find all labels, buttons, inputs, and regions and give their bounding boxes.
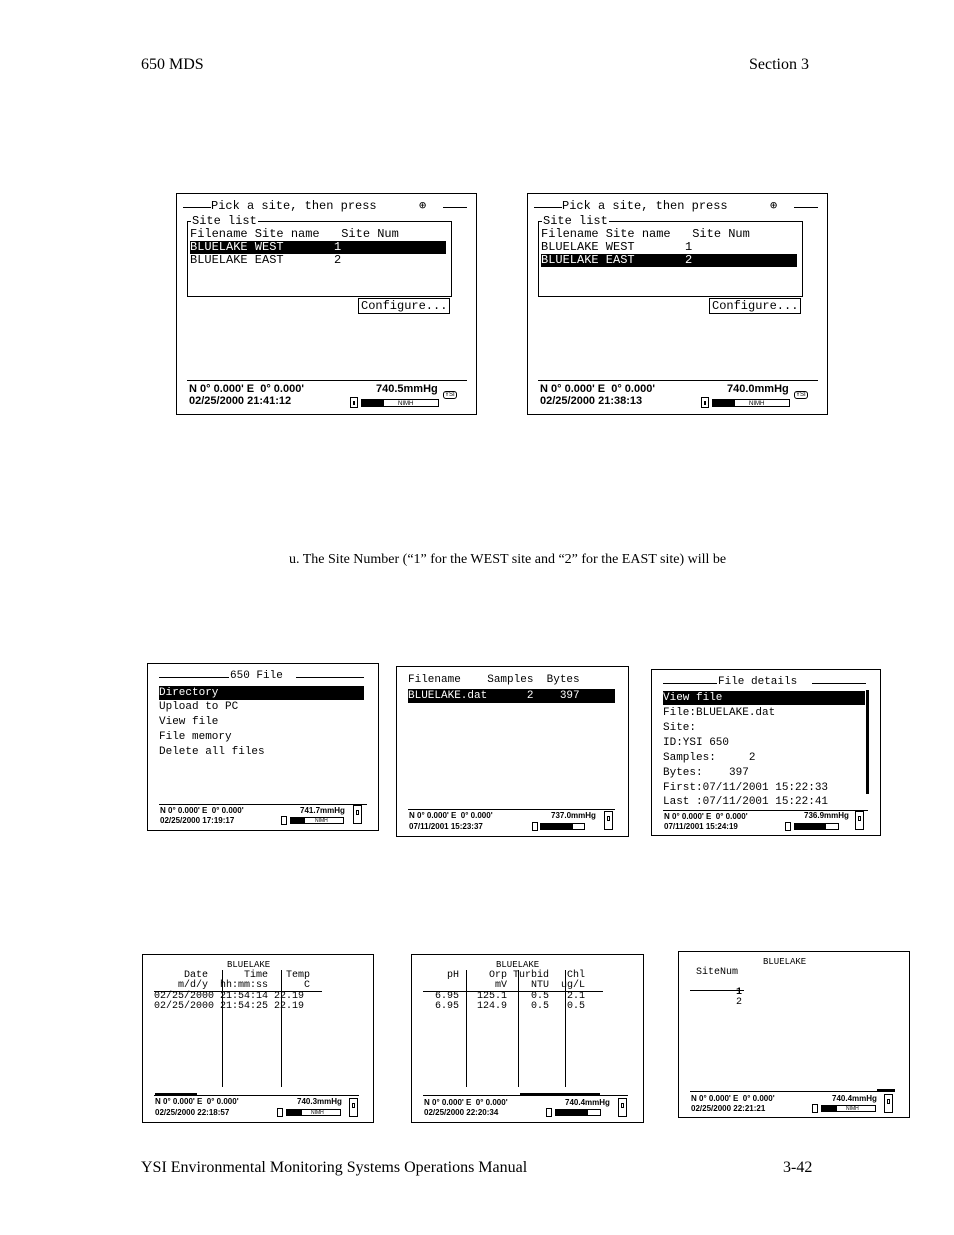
site-list-columns: Filename Site name Site Num: [541, 227, 750, 241]
site-list-label: Site list: [543, 214, 608, 228]
barometer-reading: 740.5mmHg: [376, 383, 438, 395]
screen-title: Pick a site, then press: [211, 199, 377, 213]
enter-key-icon: ⊕: [419, 199, 427, 213]
column-units: mV NTU ug/L: [423, 980, 586, 991]
battery-level-bar: NIMH: [286, 1109, 341, 1116]
sonde-icon: [884, 1094, 893, 1113]
barometer-reading: 740.4mmHg: [832, 1094, 877, 1103]
barometer-reading: 740.0mmHg: [727, 383, 789, 395]
screen-title: Pick a site, then press: [562, 199, 728, 213]
column-header-sitenum: SiteNum: [696, 967, 739, 978]
date-time: 02/25/2000 17:19:17: [160, 816, 235, 825]
battery-level-bar: NIMH: [361, 399, 439, 407]
file-title: BLUELAKE: [496, 960, 540, 970]
site-row-east[interactable]: BLUELAKE EAST 2: [541, 254, 797, 267]
detail-file: File:BLUELAKE.dat: [663, 707, 776, 719]
sonde-icon: [855, 811, 864, 830]
configure-button[interactable]: Configure...: [358, 298, 450, 314]
enter-key-icon: ⊕: [770, 199, 778, 213]
date-time: 07/11/2001 15:24:19: [664, 822, 738, 831]
detail-id: ID:YSI 650: [663, 737, 730, 749]
data-row: 02/25/2000 21:54:14 22.19: [154, 991, 305, 1002]
menu-item-view-file[interactable]: View file: [159, 716, 219, 728]
gps-coords: N 0° 0.000' E 0° 0.000': [155, 1097, 239, 1106]
sonde-icon: [604, 811, 613, 830]
battery-level-bar: NIMH: [712, 399, 790, 407]
screen-title: 650 File: [230, 670, 283, 682]
site-pick-screen-east: [527, 193, 828, 415]
data-row: 6.95 125.1 0.5 2.1: [423, 991, 586, 1002]
data-row: 6.95 124.9 0.5 0.5: [423, 1001, 586, 1012]
site-row-west[interactable]: BLUELAKE WEST 1: [541, 240, 693, 254]
directory-screen: [396, 666, 629, 837]
detail-last: Last :07/11/2001 15:22:41: [663, 796, 829, 808]
data-view-sitenum: [678, 951, 910, 1118]
gps-coords: N 0° 0.000' E 0° 0.000': [424, 1098, 508, 1107]
battery-icon: [532, 822, 538, 831]
sitenum-value: 1: [736, 987, 743, 998]
column-units: m/d/y hh:mm:ss C: [154, 980, 311, 991]
instruction-step-u: u. The Site Number (“1” for the WEST site and “2” for the EAST site) will be: [289, 552, 727, 567]
battery-icon: [546, 1108, 552, 1117]
battery-level-bar: [794, 823, 839, 830]
sonde-icon: [618, 1098, 627, 1117]
site-row-east[interactable]: BLUELAKE EAST 2: [190, 253, 342, 267]
menu-item-upload[interactable]: Upload to PC: [159, 701, 239, 713]
scrollbar[interactable]: [866, 690, 869, 794]
gps-coords: N 0° 0.000' E 0° 0.000': [409, 811, 493, 820]
barometer-reading: 737.0mmHg: [551, 811, 596, 820]
data-view-ph-orp-turbid-chl: [411, 954, 644, 1123]
site-pick-screen-west: [176, 193, 477, 415]
gps-coords: N 0° 0.000' E 0° 0.000': [691, 1094, 775, 1103]
page-footer-manual-title: YSI Environmental Monitoring Systems Operations Manual: [141, 1159, 528, 1176]
data-view-date-time-temp: [142, 954, 374, 1123]
battery-icon: [785, 822, 791, 831]
page-header-title: 650 MDS: [141, 56, 204, 73]
directory-header: Filename Samples Bytes: [408, 674, 580, 686]
battery-icon: [281, 816, 287, 825]
sonde-icon: [353, 805, 362, 824]
column-headers: pH Orp Turbid Chl: [423, 970, 586, 981]
screen-title: File details: [718, 676, 798, 688]
detail-first: First:07/11/2001 15:22:33: [663, 782, 829, 794]
ysi-logo-icon: YSI: [445, 392, 455, 398]
date-time: 02/25/2000 21:41:12: [189, 395, 292, 407]
battery-level-bar: NIMH: [821, 1105, 876, 1112]
date-time: 02/25/2000 22:18:57: [155, 1108, 230, 1117]
detail-site: Site:: [663, 722, 697, 734]
page-header-section: Section 3: [749, 56, 809, 73]
view-file-option[interactable]: View file: [663, 691, 865, 705]
date-time: 02/25/2000 22:20:34: [424, 1108, 499, 1117]
battery-level-bar: [540, 823, 585, 830]
page-number: 3-42: [783, 1159, 813, 1176]
barometer-reading: 741.7mmHg: [300, 806, 345, 815]
detail-samples: Samples: 2: [663, 752, 756, 764]
sonde-icon: [349, 1098, 358, 1117]
file-details-screen: [651, 669, 881, 836]
sitenum-value: 2: [736, 997, 743, 1008]
ysi-logo-icon: YSI: [796, 392, 806, 398]
gps-coords: N 0° 0.000' E 0° 0.000': [189, 383, 304, 395]
site-list-columns: Filename Site name Site Num: [190, 227, 399, 241]
battery-icon: [277, 1108, 283, 1117]
barometer-reading: 736.9mmHg: [804, 811, 849, 820]
date-time: 02/25/2000 21:38:13: [540, 395, 643, 407]
menu-item-directory[interactable]: Directory: [159, 686, 364, 700]
site-list-label: Site list: [192, 214, 257, 228]
gps-coords: N 0° 0.000' E 0° 0.000': [160, 806, 244, 815]
site-row-west[interactable]: BLUELAKE WEST 1: [190, 241, 446, 254]
battery-icon: [701, 397, 709, 408]
column-headers: Date Time Temp: [154, 970, 311, 981]
directory-row-bluelake[interactable]: BLUELAKE.dat 2 397: [408, 689, 615, 703]
file-title: BLUELAKE: [763, 957, 807, 967]
battery-icon: [812, 1104, 818, 1113]
file-menu-screen: [147, 663, 379, 831]
battery-icon: [350, 397, 358, 408]
barometer-reading: 740.3mmHg: [297, 1097, 342, 1106]
gps-coords: N 0° 0.000' E 0° 0.000': [664, 812, 748, 821]
data-row: 02/25/2000 21:54:25 22.19: [154, 1001, 305, 1012]
battery-level-bar: NIMH: [290, 817, 344, 824]
battery-level-bar: [555, 1109, 601, 1116]
configure-button[interactable]: Configure...: [709, 298, 801, 314]
barometer-reading: 740.4mmHg: [565, 1098, 610, 1107]
menu-item-file-memory[interactable]: File memory: [159, 731, 232, 743]
gps-coords: N 0° 0.000' E 0° 0.000': [540, 383, 655, 395]
date-time: 02/25/2000 22:21:21: [691, 1104, 766, 1113]
date-time: 07/11/2001 15:23:37: [409, 822, 483, 831]
detail-bytes: Bytes: 397: [663, 767, 749, 779]
file-title: BLUELAKE: [227, 960, 271, 970]
menu-item-delete-all[interactable]: Delete all files: [159, 746, 265, 758]
